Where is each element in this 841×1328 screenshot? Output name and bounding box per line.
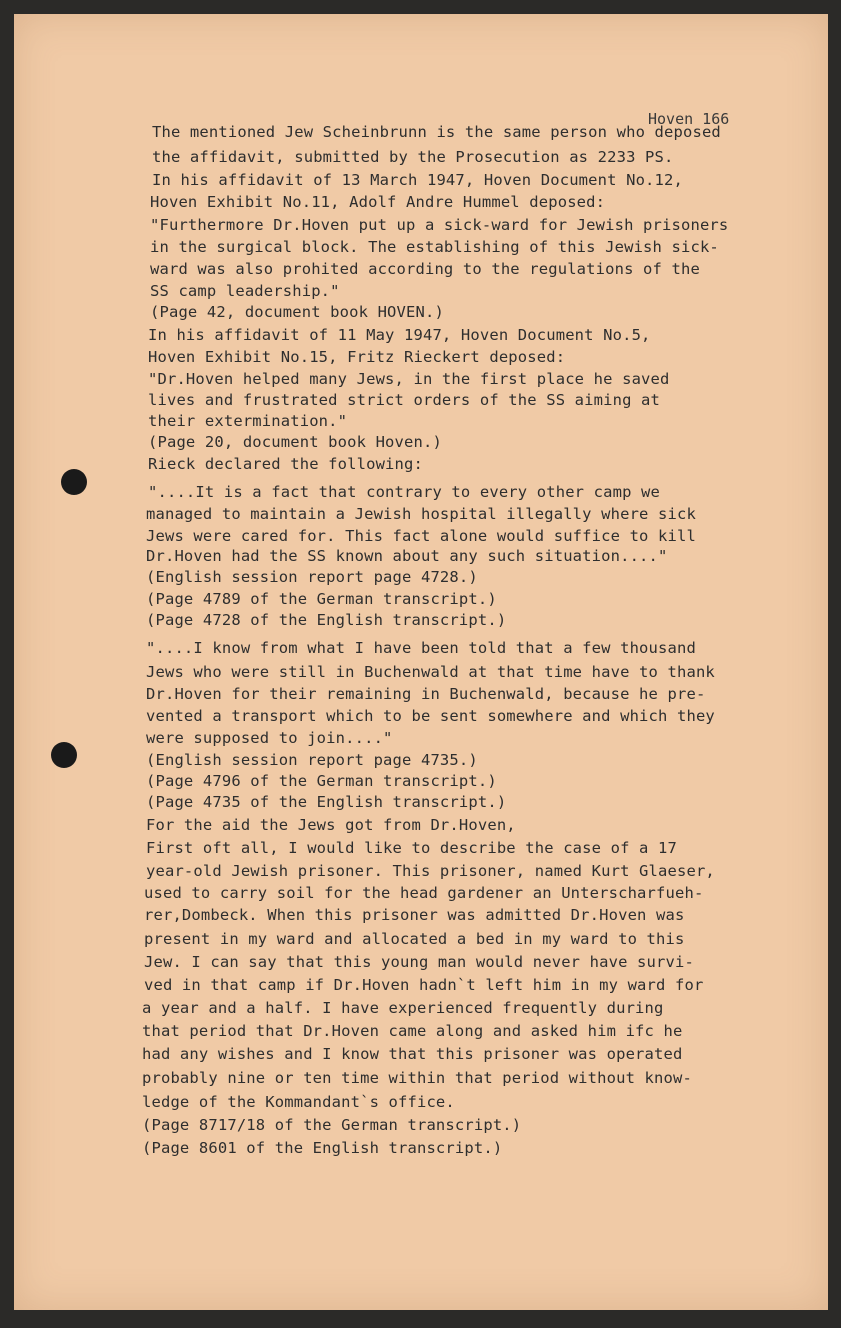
- text-line: ward was also prohited according to the regulations of the: [150, 260, 700, 278]
- text-line: "....It is a fact that contrary to every other camp we: [148, 483, 661, 501]
- text-line: Hoven Exhibit No.11, Adolf Andre Hummel deposed:: [150, 193, 606, 211]
- text-line: (Page 20, document book Hoven.): [148, 433, 442, 451]
- text-line: "....I know from what I have been told that a few thousand: [146, 639, 696, 657]
- text-line: Hoven Exhibit No.15, Fritz Rieckert deposed:: [148, 348, 566, 366]
- text-line: rer,Dombeck. When this prisoner was admitted Dr.Hoven was: [144, 906, 685, 924]
- text-line: a year and a half. I have experienced frequently during: [142, 999, 664, 1017]
- text-line: (English session report page 4728.): [146, 568, 478, 586]
- text-line: SS camp leadership.": [150, 282, 340, 300]
- punch-hole-top: [61, 469, 87, 495]
- text-line: that period that Dr.Hoven came along and asked him ifc he: [142, 1022, 683, 1040]
- text-line: ved in that camp if Dr.Hoven hadn`t left him in my ward for: [144, 976, 704, 994]
- text-line: In his affidavit of 11 May 1947, Hoven Document No.5,: [148, 326, 651, 344]
- text-line: used to carry soil for the head gardener an Unterscharfueh-: [144, 884, 704, 902]
- text-line: were supposed to join....": [146, 729, 393, 747]
- punch-hole-bottom: [51, 742, 77, 768]
- text-line: vented a transport which to be sent somewhere and which they: [146, 707, 715, 725]
- text-line: managed to maintain a Jewish hospital illegally where sick: [146, 505, 696, 523]
- text-line: (Page 4735 of the English transcript.): [146, 793, 507, 811]
- text-line: Rieck declared the following:: [148, 455, 423, 473]
- text-line: Jew. I can say that this young man would never have survi-: [144, 953, 694, 971]
- text-line: Dr.Hoven for their remaining in Buchenwald, because he pre-: [146, 685, 706, 703]
- text-line: their extermination.": [148, 412, 348, 430]
- text-line: (English session report page 4735.): [146, 751, 478, 769]
- text-line: "Dr.Hoven helped many Jews, in the first place he saved: [148, 370, 670, 388]
- text-line: Dr.Hoven had the SS known about any such situation....": [146, 547, 668, 565]
- text-line: For the aid the Jews got from Dr.Hoven,: [146, 816, 516, 834]
- page-number: Hoven 166: [648, 110, 730, 128]
- text-line: "Furthermore Dr.Hoven put up a sick-ward for Jewish prisoners: [150, 216, 729, 234]
- text-line: (Page 4796 of the German transcript.): [146, 772, 497, 790]
- text-line: the affidavit, submitted by the Prosecution as 2233 PS.: [152, 148, 674, 166]
- text-line: year-old Jewish prisoner. This prisoner, named Kurt Glaeser,: [146, 862, 715, 880]
- text-line: probably nine or ten time within that period without know-: [142, 1069, 692, 1087]
- text-line: (Page 42, document book HOVEN.): [150, 303, 444, 321]
- text-line: (Page 4789 of the German transcript.): [146, 590, 497, 608]
- text-line: In his affidavit of 13 March 1947, Hoven Document No.12,: [152, 171, 683, 189]
- text-line: (Page 8601 of the English transcript.): [142, 1139, 503, 1157]
- text-line: The mentioned Jew Scheinbrunn is the same person who deposed: [152, 123, 721, 141]
- text-line: lives and frustrated strict orders of the SS aiming at: [148, 391, 661, 409]
- text-line: ledge of the Kommandant`s office.: [142, 1093, 455, 1111]
- text-line: (Page 4728 of the English transcript.): [146, 611, 507, 629]
- text-line: Jews were cared for. This fact alone would suffice to kill: [146, 527, 696, 545]
- text-line: First oft all, I would like to describe the case of a 17: [146, 839, 677, 857]
- text-line: (Page 8717/18 of the German transcript.): [142, 1116, 522, 1134]
- text-line: had any wishes and I know that this prisoner was operated: [142, 1045, 683, 1063]
- text-line: Jews who were still in Buchenwald at that time have to thank: [146, 663, 715, 681]
- text-line: in the surgical block. The establishing of this Jewish sick-: [150, 238, 719, 256]
- text-line: present in my ward and allocated a bed in my ward to this: [144, 930, 685, 948]
